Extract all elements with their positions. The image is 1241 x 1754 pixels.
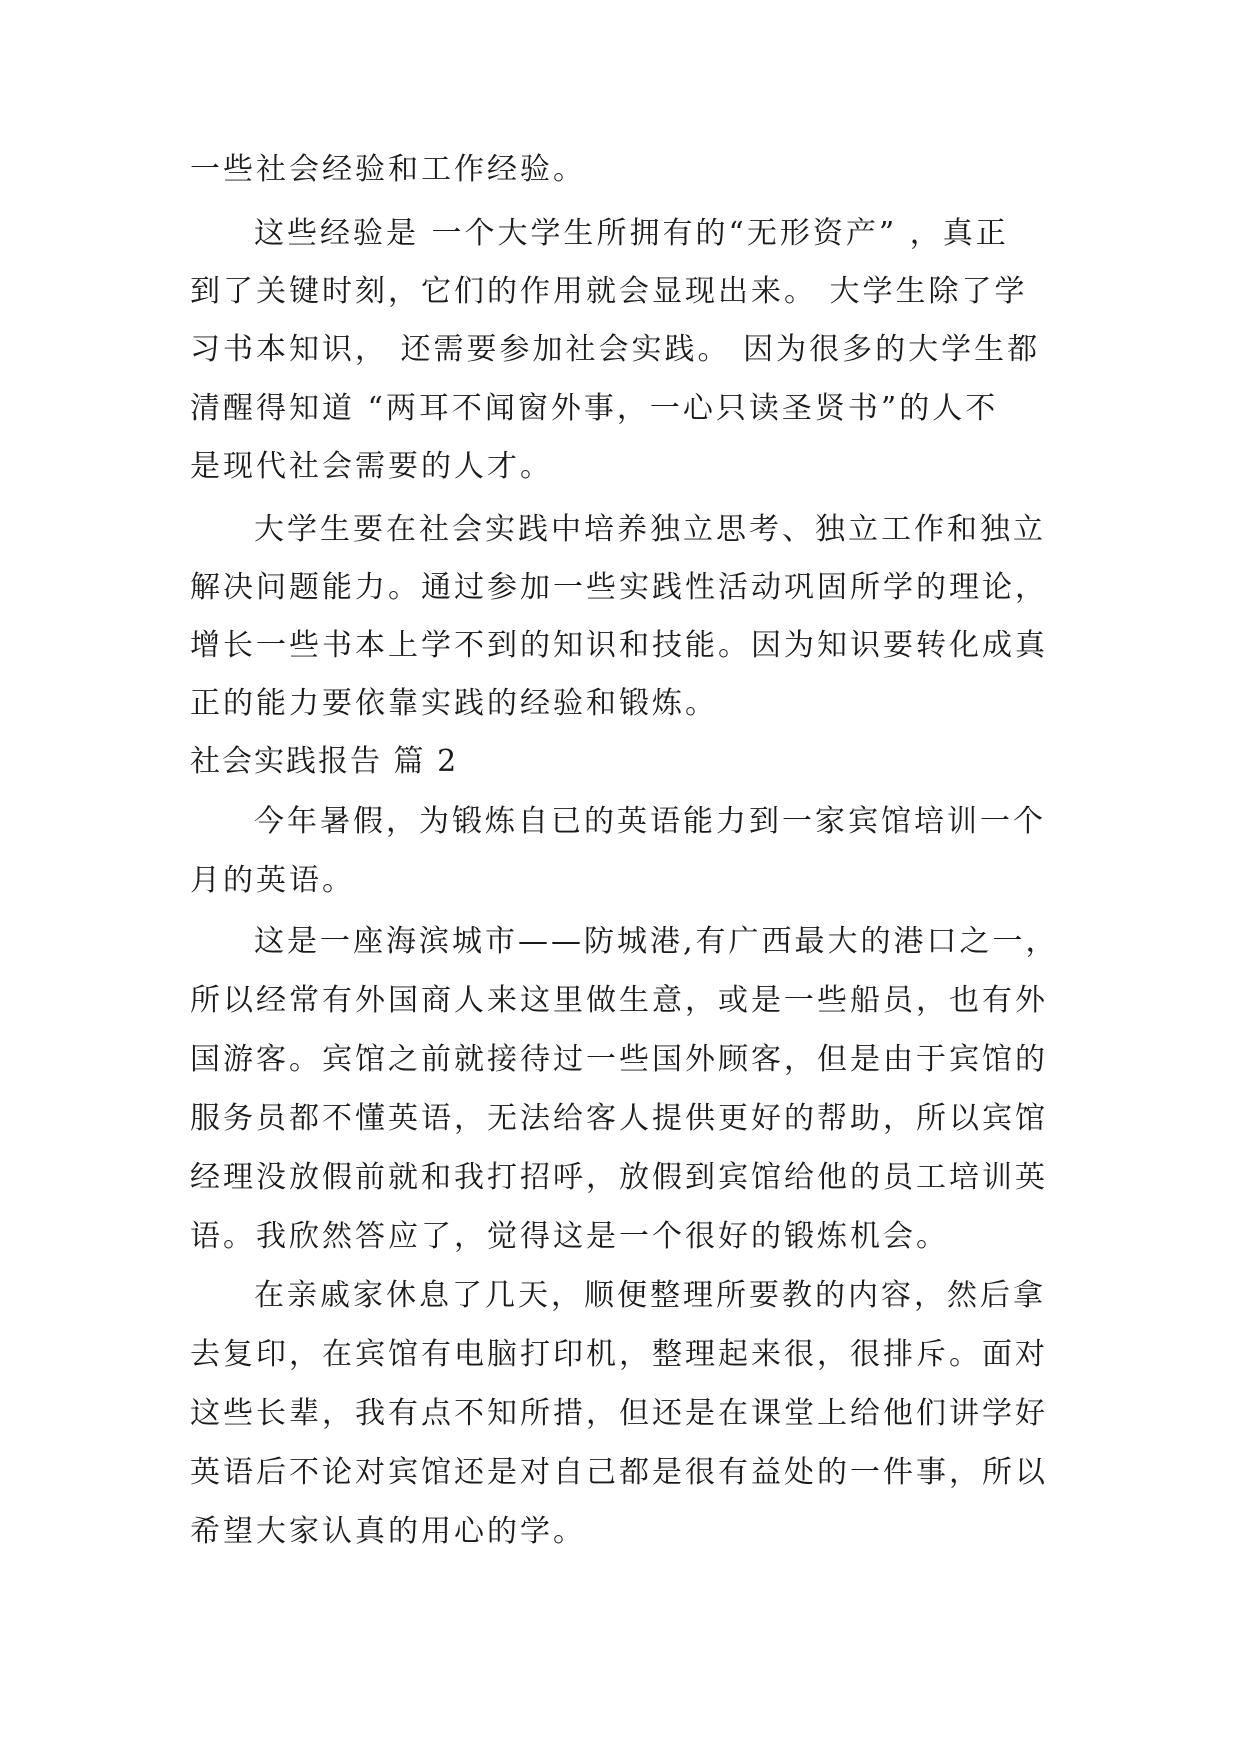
text-line: 去复印，在宾馆有电脑打印机，整理起来很，很排斥。面对 (190, 1337, 1048, 1372)
text-line: 经理没放假前就和我打招呼，放假到宾馆给他的员工培训英 (190, 1160, 1048, 1195)
text-line: 解决问题能力。通过参加一些实践性活动巩固所学的理论， (190, 570, 1048, 605)
text-line: 所以经常有外国商人来这里做生意，或是一些船员，也有外 (190, 983, 1048, 1018)
text-line: 是现代社会需要的人才。 (190, 449, 553, 484)
text-line: 到了关键时刻，它们的作用就会显现出来。 大学生除了学 (190, 274, 1028, 309)
text-line: 习书本知识， 还需要参加社会实践。 因为很多的大学生都 (190, 332, 1041, 367)
text-line: 在亲戚家休息了几天，顺便整理所要教的内容，然后拿 (254, 1278, 1046, 1313)
section-heading: 社会实践报告 篇 2 (190, 744, 459, 779)
text-line: 这是一座海滨城市——防城港,有广西最大的港口之一， (254, 924, 1059, 959)
text-line: 语。我欣然答应了，觉得这是一个很好的锻炼机会。 (190, 1219, 949, 1254)
text-line: 正的能力要依靠实践的经验和锻炼。 (190, 686, 718, 721)
text-line: 这些长辈，我有点不知所措，但还是在课堂上给他们讲学好 (190, 1396, 1048, 1431)
text-line: 希望大家认真的用心的学。 (190, 1514, 586, 1549)
text-line: 国游客。宾馆之前就接待过一些国外顾客，但是由于宾馆的 (190, 1042, 1048, 1077)
text-line: 这些经验是 一个大学生所拥有的“无形资产” ，真正 (254, 216, 1009, 251)
text-line: 清醒得知道 “两耳不闻窗外事，一心只读圣贤书”的人不 (190, 391, 999, 426)
text-line: 大学生要在社会实践中培养独立思考、独立工作和独立 (254, 512, 1046, 547)
text-line: 月的英语。 (190, 863, 355, 898)
text-line: 增长一些书本上学不到的知识和技能。因为知识要转化成真 (190, 628, 1048, 663)
text-line: 英语后不论对宾馆还是对自己都是很有益处的一件事，所以 (190, 1455, 1048, 1490)
text-line: 服务员都不懂英语，无法给客人提供更好的帮助，所以宾馆 (190, 1101, 1048, 1136)
text-line: 今年暑假，为锻炼自已的英语能力到一家宾馆培训一个 (254, 804, 1046, 839)
text-line: 一些社会经验和工作经验。 (190, 152, 586, 187)
